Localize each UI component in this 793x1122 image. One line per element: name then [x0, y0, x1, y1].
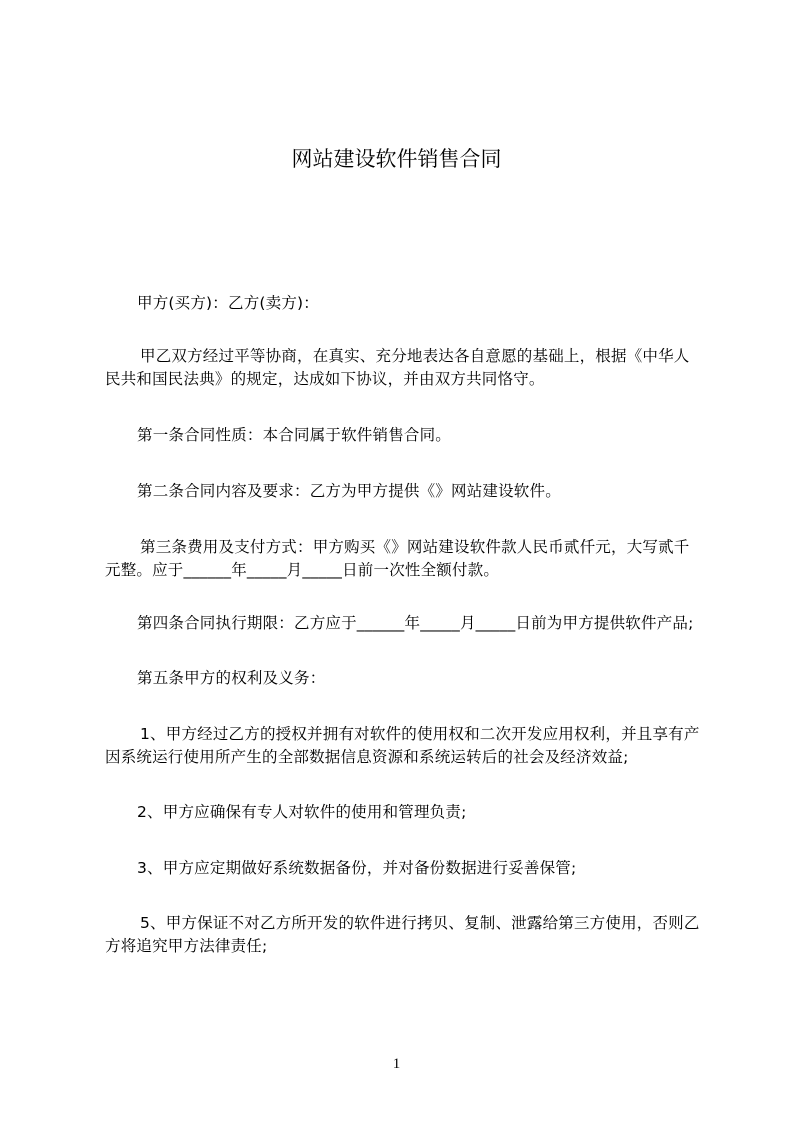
item-1-line-2: 因系统运行使用所产生的全部数据信息资源和系统运转后的社会及经济效益;: [105, 748, 629, 766]
item-1-line-1: 1、甲方经过乙方的授权并拥有对软件的使用权和二次开发应用权利，并且享有产: [140, 725, 700, 743]
item-5-line-2: 方将追究甲方法律责任;: [105, 937, 268, 955]
article-3-line-2: 元整。应于______年_____月_____日前一次性全额付款。: [105, 561, 500, 579]
item-2: 2、甲方应确保有专人对软件的使用和管理负责;: [137, 803, 467, 821]
article-2: 第二条合同内容及要求：乙方为甲方提供《》网站建设软件。: [137, 482, 561, 500]
preamble-line-1: 甲乙双方经过平等协商，在真实、充分地表达各自意愿的基础上，根据《中华人: [140, 347, 690, 365]
article-5: 第五条甲方的权利及义务：: [137, 669, 326, 687]
preamble-line-2: 民共和国民法典》的规定，达成如下协议，并由双方共同恪守。: [105, 370, 545, 388]
item-5-line-1: 5、甲方保证不对乙方所开发的软件进行拷贝、复制、泄露给第三方使用，否则乙: [140, 914, 700, 932]
page-number: 1: [392, 1056, 401, 1072]
article-3-line-1: 第三条费用及支付方式：甲方购买《》网站建设软件款人民币贰仟元，大写贰千: [140, 538, 690, 556]
document-title: 网站建设软件销售合同: [291, 147, 502, 171]
item-3: 3、甲方应定期做好系统数据备份，并对备份数据进行妥善保管;: [137, 859, 577, 877]
article-4: 第四条合同执行期限：乙方应于______年_____月_____日前为甲方提供软件产品;: [137, 614, 694, 632]
parties-line: 甲方(买方)：乙方(卖方)：: [137, 294, 319, 312]
article-1: 第一条合同性质：本合同属于软件销售合同。: [137, 426, 452, 444]
